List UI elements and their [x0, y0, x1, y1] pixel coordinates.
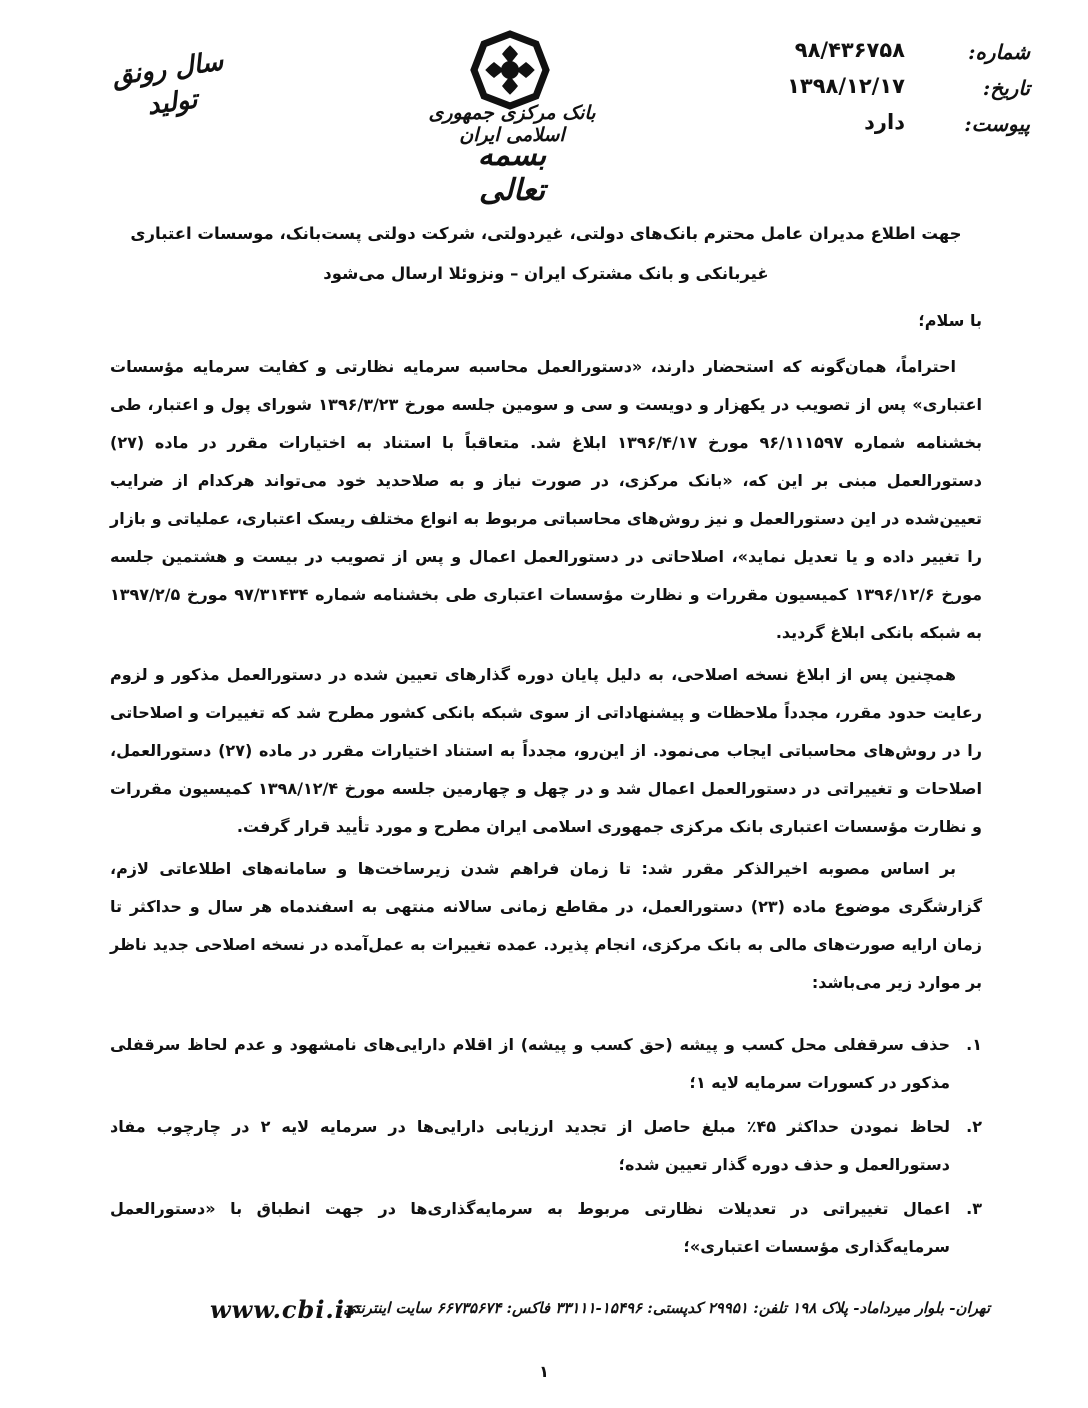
slogan-line-2: تولید [145, 84, 200, 122]
attachment-label: پیوست: [964, 112, 1030, 136]
page-number: ۱ [539, 1362, 549, 1381]
list-item-number: ۱. [966, 1035, 982, 1054]
greeting: با سلام؛ [918, 311, 982, 330]
date-value: ۱۳۹۸/۱۲/۱۷ [787, 74, 905, 98]
invocation-text: بسمه تعالی [477, 138, 547, 208]
slogan-stamp [110, 46, 230, 132]
slogan-line-1: سال رونق [110, 46, 226, 92]
list-item-text: حذف سرقفلی محل کسب و پیشه (حق کسب و پیشه) از اقلام دارایی‌های نامشهود و عدم لحاظ سرقفلی مذکور در کسورات سرمایه لایه ۱؛ [110, 1035, 950, 1092]
list-item-text: لحاظ نمودن حداکثر ۴۵٪ مبلغ حاصل از تجدید ارزیابی دارایی‌ها در سرمایه لایه ۲ در چارچوب مفاد دستورالعمل و حذف دوره گذار تعیین شده؛ [110, 1117, 950, 1174]
meta-attachment-row [700, 112, 1030, 148]
list-item-number: ۳. [966, 1199, 982, 1218]
central-bank-logo-icon [470, 30, 550, 110]
letter-footer [210, 1295, 990, 1335]
list-item [110, 1026, 982, 1102]
letter-body [110, 214, 982, 1272]
number-value: ۹۸/۴۳۶۷۵۸ [794, 38, 905, 62]
paragraph-2: همچنین پس از ابلاغ نسخه اصلاحی، به دلیل پایان دوره گذارهای تعیین شده در دستورالعمل مذکور و لزوم رعایت حدود مقرر، مجدداً ملاحظات و پیشنهاداتی از سوی شبکه بانکی کشور مطرح شد که تغییرات و اصلاحاتی را در روش‌های محاسباتی ایجاب می‌نمود. از این‌رو، مجدداً به استناد اختیارات مقرر در ماده (۲۷) دستورالعمل، اصلاحات و تغییراتی در دستورالعمل اعمال شد و در چهل و چهارمین جلسه مورخ ۱۳۹۸/۱۲/۴ کمیسیون مقررات و نظارت مؤسسات اعتباری بانک مرکزی جمهوری اسلامی ایران مطرح و مورد تأیید قرار گرفت. [110, 665, 982, 836]
list-item-number: ۲. [966, 1117, 982, 1136]
date-label: تاریخ: [982, 76, 1030, 100]
paragraph-3: بر اساس مصوبه اخیرالذکر مقرر شد: تا زمان فراهم شدن زیرساخت‌ها و سامانه‌های اطلاعاتی لازم، گزارشگری موضوع ماده (۲۳) دستورالعمل، در مقاطع زمانی سالانه منتهی به اسفندماه هر سال و حداکثر تا زمان ارایه صورت‌های مالی به بانک مرکزی، انجام پذیرد. عمده تغییرات به عمل‌آمده در نسخه اصلاحی جدید ناظر بر موارد زیر می‌باشد: [110, 859, 982, 992]
letter-meta [700, 40, 1030, 148]
changes-list [110, 1026, 982, 1266]
paragraph-1: احتراماً، همان‌گونه که استحضار دارند، «دستورالعمل محاسبه سرمایه نظارتی و کفایت سرمایه مؤسسات اعتباری» پس از تصویب در یکهزار و دویست و سی و سومین جلسه مورخ ۱۳۹۶/۳/۲۳ شورای پول و اعتبار، طی بخشنامه شماره ۹۶/۱۱۱۵۹۷ مورخ ۱۳۹۶/۴/۱۷ ابلاغ شد. متعاقباً با استناد به اختیارات مقرر در ماده (۲۷) دستورالعمل مبنی بر این که، «بانک مرکزی، در صورت نیاز و به صلاحدید خود می‌تواند هرکدام از ضرایب تعیین‌شده در این دستورالعمل و نیز روش‌های محاسباتی مربوط به انواع مختلف ریسک اعتباری، عملیاتی و بازار را تغییر داده و یا تعدیل نماید»، اصلاحاتی در دستورالعمل اعمال و پس از تصویب در بیست و هشتمین جلسه مورخ ۱۳۹۶/۱۲/۶ کمیسیون مقررات و نظارت مؤسسات اعتباری طی بخشنامه شماره ۹۷/۳۱۴۳۴ مورخ ۱۳۹۷/۲/۵ به شبکه بانکی ابلاغ گردید. [110, 357, 983, 642]
number-label: شماره: [968, 40, 1030, 64]
website-link[interactable]: www.cbi.ir [210, 1295, 359, 1324]
attachment-value: دارد [864, 110, 905, 134]
meta-number-row [700, 40, 1030, 76]
footer-address: تهران- بلوار میرداماد- پلاک ۱۹۸ تلفن: ۲۹۹۵۱ کدپستی: ۱۵۴۹۶-۳۳۱۱۱ فاکس: ۶۶۷۳۵۶۷۴ سایت اینترنتی: [337, 1299, 990, 1317]
recipients: جهت اطلاع مدیران عامل محترم بانک‌های دولتی، غیردولتی، شرکت دولتی پست‌بانک، موسسات اعتباری غیربانکی و بانک مشترک ایران – ونزوئلا ارسال می‌شود [130, 224, 962, 283]
meta-date-row [700, 76, 1030, 112]
bank-name: بانک مرکزی جمهوری اسلامی ایران [428, 102, 596, 146]
list-item-text: اعمال تغییراتی در تعدیلات نظارتی مربوط به سرمایه‌گذاری‌ها در جهت انطباق با «دستورالعمل سرمایه‌گذاری مؤسسات اعتباری»؛ [110, 1199, 950, 1256]
list-item [110, 1190, 982, 1266]
list-item [110, 1108, 982, 1184]
